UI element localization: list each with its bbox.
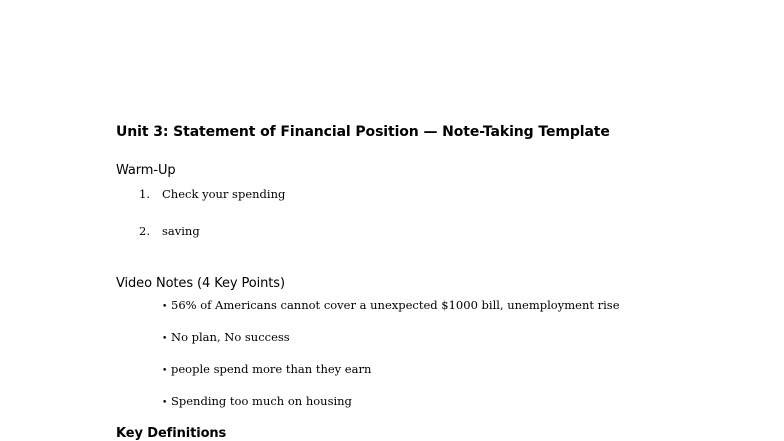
bullet-icon: • xyxy=(162,302,168,312)
list-item-text: Spending too much on housing xyxy=(171,394,352,408)
list-item-text: saving xyxy=(162,224,200,238)
warmup-heading: Warm-Up xyxy=(116,163,176,178)
bullet-icon: • xyxy=(162,398,168,408)
video-note-item xyxy=(162,298,620,312)
bullet-icon: • xyxy=(162,334,168,344)
video-note-item xyxy=(162,394,352,408)
bullet-icon: • xyxy=(162,366,168,376)
key-definitions-heading: Key Definitions xyxy=(116,426,227,441)
list-item-text: No plan, No success xyxy=(171,330,290,344)
list-item-text: Check your spending xyxy=(162,187,286,201)
video-notes-heading: Video Notes (4 Key Points) xyxy=(116,276,285,291)
list-number: 1. xyxy=(139,187,150,201)
list-item-text: people spend more than they earn xyxy=(171,362,372,376)
video-note-item xyxy=(162,362,371,376)
list-item-text: 56% of Americans cannot cover a unexpected $1000 bill, unemployment rise xyxy=(171,298,620,312)
video-note-item xyxy=(162,330,290,344)
warmup-item xyxy=(139,187,285,201)
warmup-item xyxy=(139,224,200,238)
list-number: 2. xyxy=(139,224,150,238)
document-title: Unit 3: Statement of Financial Position — Note-Taking Template xyxy=(116,124,610,140)
